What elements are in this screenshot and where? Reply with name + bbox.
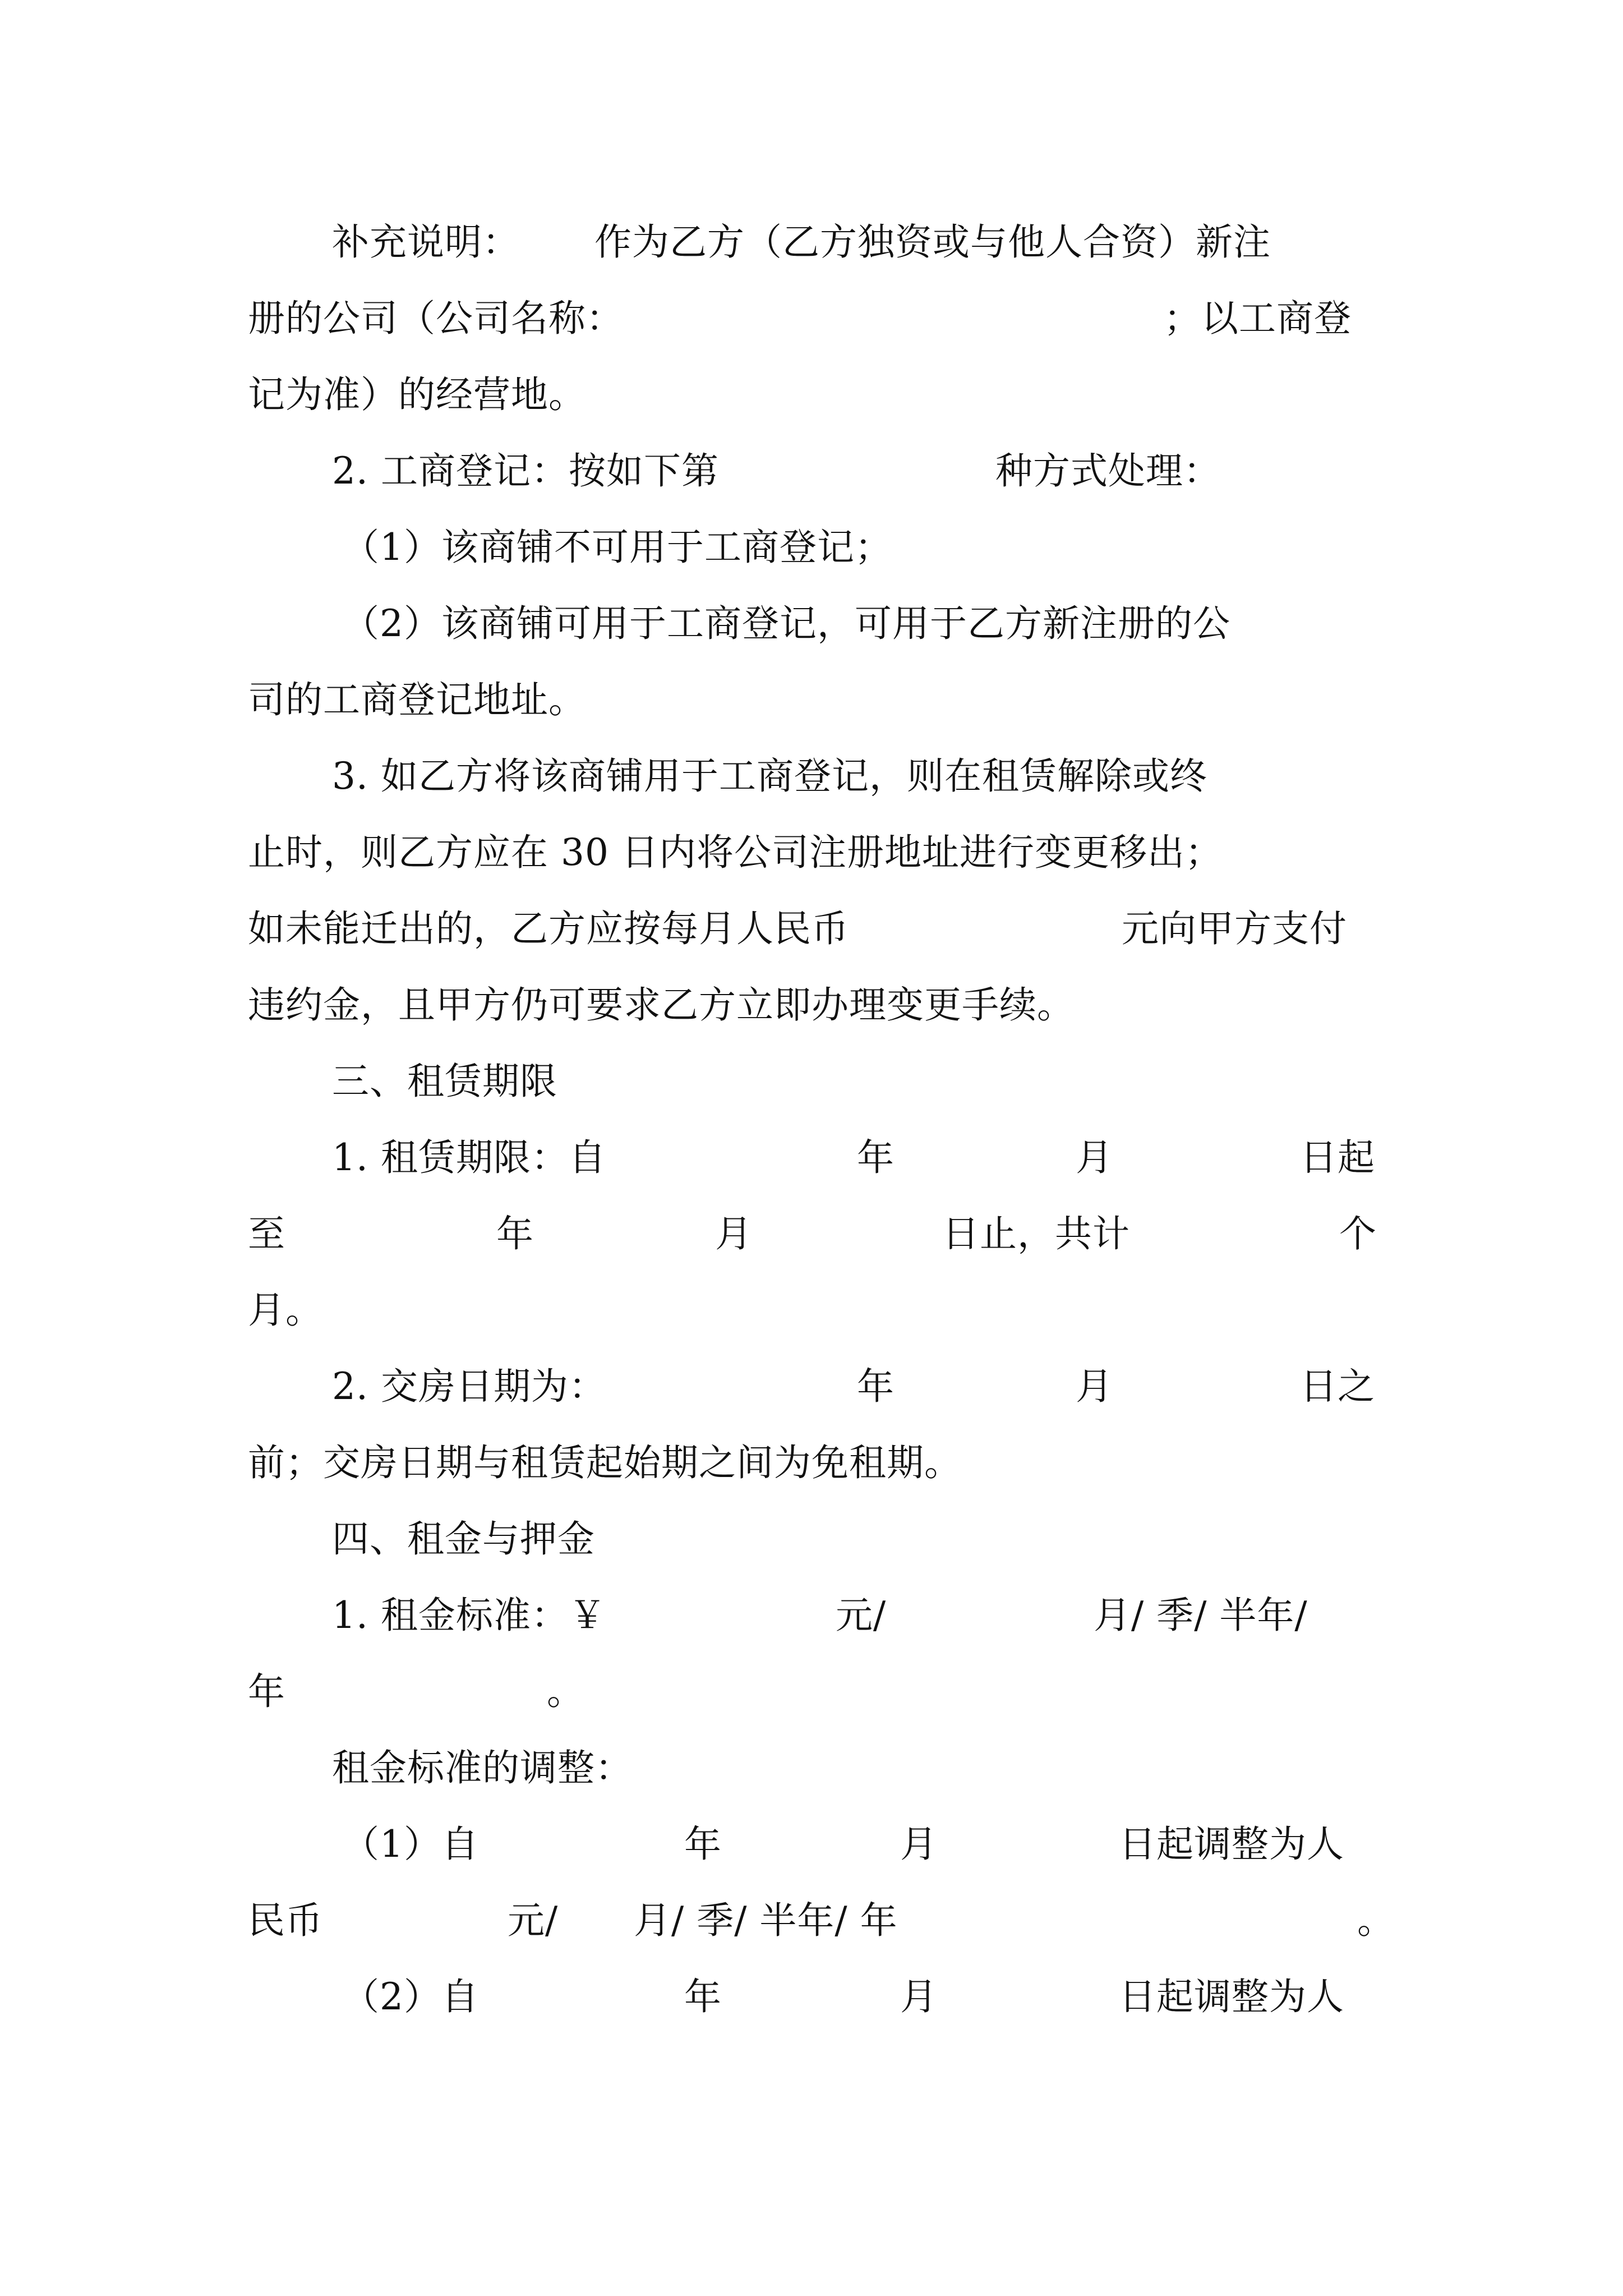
text-segment: 3. 如乙方将该商铺用于工商登记，则在租赁解除或终: [332, 754, 1207, 798]
text-segment: 年: [684, 1823, 722, 1866]
text-segment: 如未能迁出的，乙方应按每月人民币: [248, 907, 849, 950]
text-segment: （2）自: [342, 1975, 479, 2018]
text-segment: 年: [857, 1365, 895, 1408]
text-segment: 日之: [1300, 1365, 1375, 1408]
text-segment: 作为乙方（乙方独资或与他人合资）新注: [594, 220, 1271, 264]
text-line: [0, 1200, 1623, 1268]
text-segment: 月。: [248, 1289, 323, 1332]
text-segment: 前；交房日期与租赁起始期之间为免租期。: [248, 1441, 962, 1484]
text-segment: 个: [1339, 1212, 1377, 1255]
text-segment: 月/ 季/ 半年/ 年: [634, 1899, 898, 1942]
text-segment: 月: [900, 1823, 938, 1866]
text-line: [0, 1582, 1623, 1649]
text-line: [0, 895, 1623, 963]
text-segment: 月/ 季/ 半年/: [1094, 1594, 1308, 1637]
text-line: [0, 438, 1623, 505]
text-segment: 2. 交房日期为：: [332, 1365, 606, 1408]
text-segment: 日止，共计: [942, 1212, 1130, 1255]
text-line: [0, 1963, 1623, 2031]
text-line: [0, 1887, 1623, 1954]
text-segment: 民币: [248, 1899, 323, 1942]
text-segment: 年: [857, 1136, 895, 1179]
section-heading: [0, 1506, 1623, 1573]
text-line: [0, 361, 1623, 429]
text-segment: 2. 工商登记：按如下第: [332, 449, 719, 493]
text-segment: 元/: [508, 1899, 559, 1942]
text-line: [0, 1353, 1623, 1420]
text-segment: 止时，则乙方应在 30 日内将公司注册地址进行变更移出；: [248, 831, 1223, 874]
text-segment: 月: [1076, 1136, 1113, 1179]
text-segment: 年: [248, 1670, 285, 1713]
text-segment: 三、租赁期限: [332, 1060, 557, 1103]
text-segment: 月: [1076, 1365, 1113, 1408]
text-segment: 1. 租赁期限：自: [332, 1136, 606, 1179]
text-line: [0, 819, 1623, 886]
text-segment: 四、租金与押金: [332, 1517, 595, 1561]
text-line: [0, 972, 1623, 1039]
text-line: [0, 1811, 1623, 1878]
text-segment: （2）该商铺可用于工商登记，可用于乙方新注册的公: [342, 602, 1230, 645]
text-segment: 册的公司（公司名称：: [248, 297, 624, 340]
text-segment: 至: [248, 1212, 285, 1255]
text-segment: 日起调整为人: [1119, 1975, 1344, 2018]
text-line: [0, 1734, 1623, 1802]
section-heading: [0, 1048, 1623, 1115]
text-segment: 种方式处理：: [995, 449, 1221, 493]
text-segment: 元向甲方支付: [1122, 907, 1347, 950]
text-segment: （1）该商铺不可用于工商登记；: [342, 526, 892, 569]
text-line: [0, 1124, 1623, 1191]
text-segment: （1）自: [342, 1823, 479, 1866]
text-line: [0, 590, 1623, 657]
text-segment: 月: [900, 1975, 938, 2018]
text-line: [0, 285, 1623, 352]
text-segment: 日起调整为人: [1119, 1823, 1344, 1866]
text-line: [0, 1658, 1623, 1726]
text-segment: 元/: [836, 1594, 887, 1637]
text-segment: 租金标准的调整：: [332, 1746, 633, 1789]
text-segment: 。: [1357, 1899, 1395, 1942]
text-line: [0, 209, 1623, 276]
text-segment: 年: [496, 1212, 534, 1255]
text-segment: 月: [715, 1212, 753, 1255]
text-line: [0, 1277, 1623, 1344]
text-segment: 日起: [1300, 1136, 1375, 1179]
text-segment: ；以工商登: [1164, 297, 1352, 340]
text-segment: 违约金，且甲方仍可要求乙方立即办理变更手续。: [248, 983, 1075, 1027]
text-segment: 司的工商登记地址。: [248, 678, 586, 721]
text-segment: 。: [547, 1670, 584, 1713]
text-line: [0, 743, 1623, 810]
text-segment: 1. 租金标准：￥: [332, 1594, 606, 1637]
text-line: [0, 514, 1623, 581]
text-line: [0, 1429, 1623, 1497]
text-segment: 记为准）的经营地。: [248, 373, 586, 416]
text-segment: 年: [684, 1975, 722, 2018]
text-line: [0, 666, 1623, 734]
text-segment: 补充说明：: [332, 220, 520, 264]
